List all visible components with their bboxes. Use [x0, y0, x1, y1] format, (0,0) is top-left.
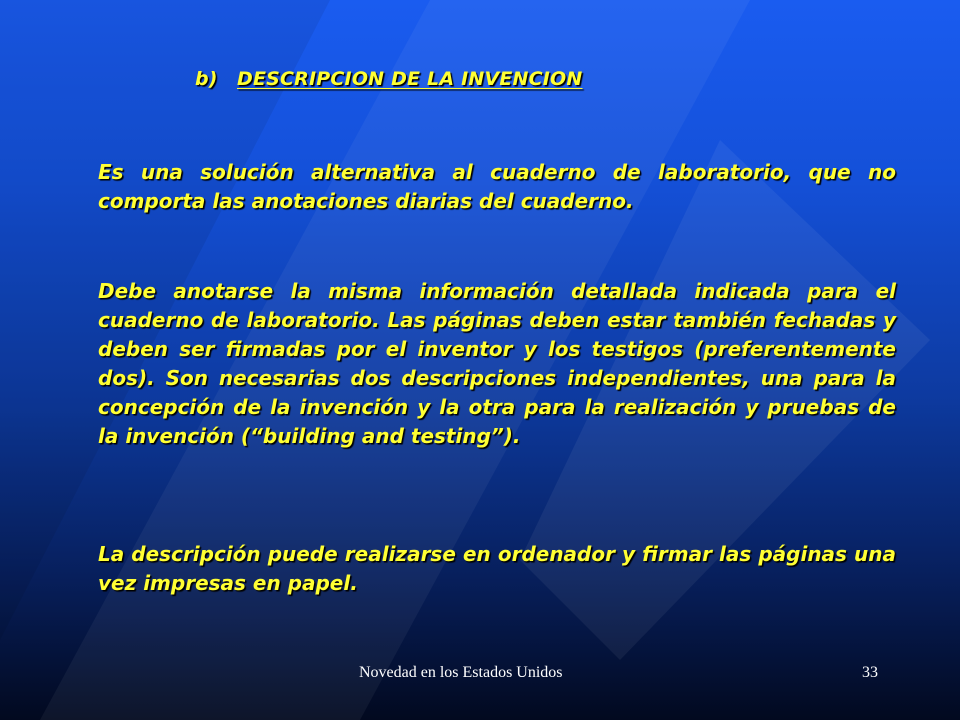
paragraph-3: La descripción puede realizarse en ordenador y firmar las páginas una vez impresas en papel.	[98, 542, 896, 595]
section-title: DESCRIPCION DE LA INVENCION	[237, 68, 583, 90]
paragraph-2: Debe anotarse la misma información detallada indicada para el cuaderno de laboratorio. Las páginas deben estar también fechadas y deben ser firmadas por el inventor y los testigos (preferentemente dos). Son necesarias dos descripciones independientes, una para la concepción de la invención y la otra para la realización y pruebas de la invención (“building and testing”).	[98, 279, 896, 448]
footer-text: Novedad en los Estados Unidos	[359, 664, 563, 681]
page-number: 33	[862, 664, 878, 681]
paragraph-1: Es una solución alternativa al cuaderno de laboratorio, que no comporta las anotaciones diarias del cuaderno.	[98, 160, 896, 213]
section-heading	[195, 68, 583, 90]
section-letter: b)	[195, 68, 218, 90]
